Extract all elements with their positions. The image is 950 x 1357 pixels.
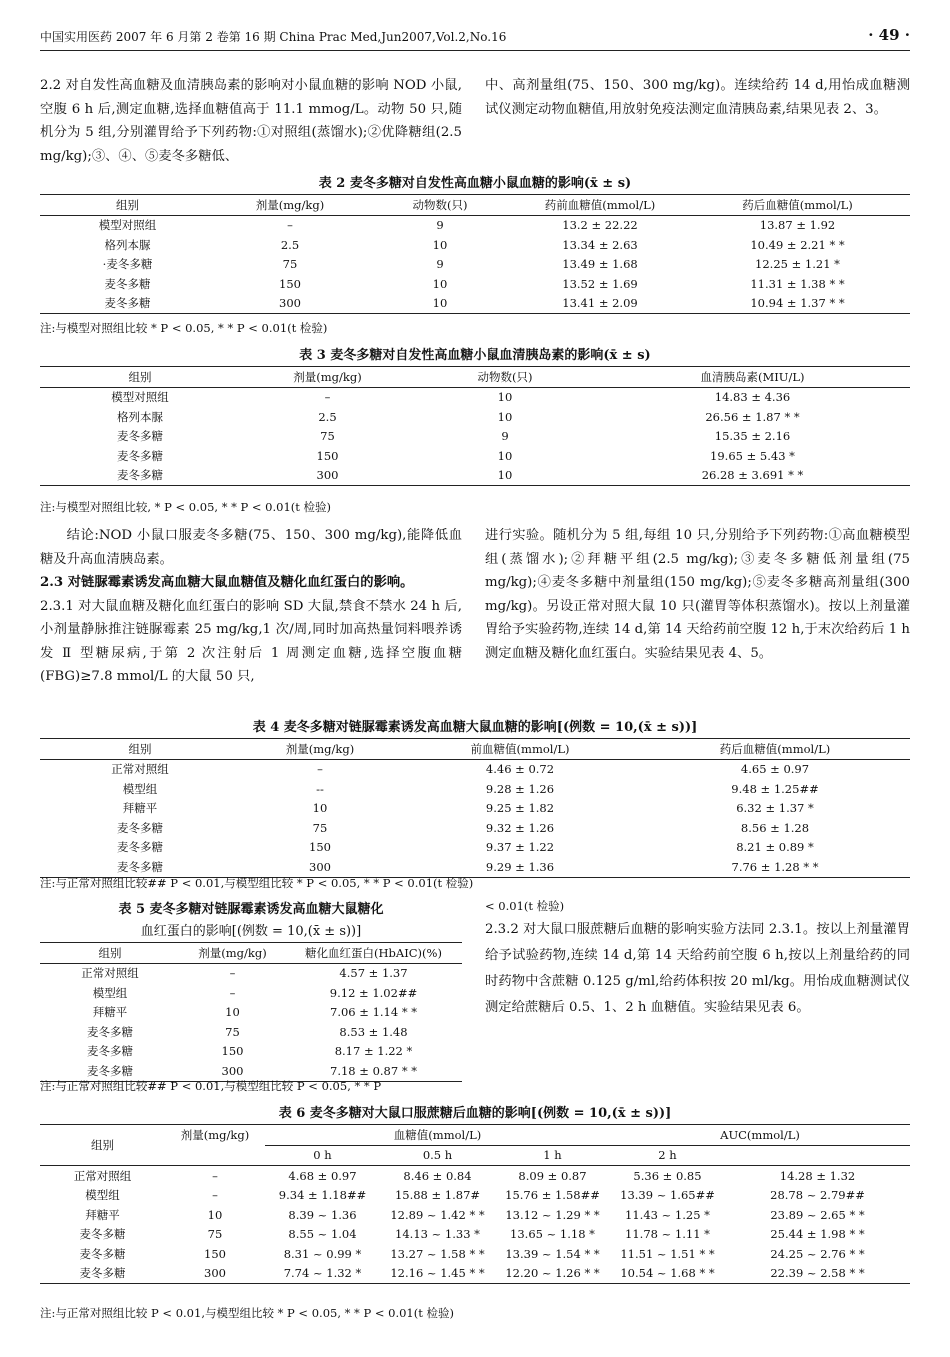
table-cell: 4.46 ± 0.72 [485,762,555,777]
table3-header-group: 组别 [40,367,240,388]
table-cell: 12.20 ~ 1.26 * * [505,1266,600,1281]
table-row [40,235,910,255]
table-cell: 麦冬多糖 [117,859,163,874]
page-number: · 49 · [868,26,910,44]
table-cell: 10 [497,448,513,463]
table-cell: 75 [225,1024,240,1039]
table-cell: 7.06 ± 1.14 * * [330,1005,417,1020]
table-cell: 2.5 [318,409,337,424]
table-cell: 8.55 ~ 1.04 [288,1227,357,1242]
table-cell: 麦冬多糖 [117,840,163,855]
table2-body [40,215,910,314]
table-row [40,255,910,275]
table-cell: 150 [316,448,339,463]
table-row [40,1186,910,1206]
table6-header-auc: AUC(mmol/L) [610,1125,910,1146]
table-cell: 11.78 ~ 1.11 * [625,1227,710,1242]
table6-note: 注:与正常对照组比较 P < 0.01,与模型组比较 * P < 0.05, * * P < 0.01(t 检验) [40,1306,454,1320]
table-cell: 13.52 ± 1.69 [562,276,638,291]
table-row [40,818,910,838]
table-cell: 15.76 ± 1.58## [505,1188,600,1203]
table-cell: 7.76 ± 1.28 * * [731,859,819,874]
table-cell: 75 [207,1227,223,1242]
middle-left-column [40,524,462,689]
journal-citation: 中国实用医药 2007 年 6 月第 2 卷第 16 期 China Prac Med,Jun2007,Vol.2,No.16 [40,30,507,44]
table-cell: 7.74 ~ 1.32 * [283,1266,362,1281]
table-cell: 格列本脲 [117,409,163,424]
table-cell: 9 [436,218,444,233]
table-cell: 正常对照组 [111,762,169,777]
table-cell: 4.57 ± 1.37 [339,966,408,981]
table-cell: 9 [436,257,444,272]
table-cell: 10 [497,468,513,483]
table5-note: 注:与正常对照组比较## P < 0.01,与模型组比较 P < 0.05, * * P [40,1079,382,1093]
table2-header-dose: 剂量(mg/kg) [215,195,365,216]
table-cell: 10 [312,801,328,816]
table-cell: 11.31 ± 1.38 * * [750,276,845,291]
table4-note: 注:与正常对照组比较## P < 0.01,与模型组比较 * P < 0.05, * * P < 0.01(t 检验) [40,876,474,890]
table-cell: 12.89 ~ 1.42 * * [390,1207,485,1222]
table-row [40,387,910,407]
table5-header-group: 组别 [40,943,180,964]
table5-title-line1: 表 5 麦冬多糖对链脲霉素诱发高血糖大鼠糖化 [118,902,384,917]
table-cell: 23.89 ~ 2.65 * * [770,1207,865,1222]
table-row [40,215,910,235]
table3-note: 注:与模型对照组比较, * P < 0.05, * * P < 0.01(t 检验) [40,500,332,514]
table-row [40,1264,910,1284]
table-cell: 14.83 ± 4.36 [714,390,791,405]
table6-header-dose: 剂量(mg/kg) [180,1128,250,1142]
table6-header-0h: 0 h [265,1145,380,1166]
table-row [40,1244,910,1264]
table-cell: 2.5 [280,237,300,252]
table-cell: 麦冬多糖 [104,296,151,311]
table-row [40,779,910,799]
table-cell: 15.35 ± 2.16 [714,429,791,444]
table-cell: 14.13 ~ 1.33 * [395,1227,480,1242]
table-cell: 9.28 ± 1.26 [485,781,555,796]
table-row [40,407,910,427]
table5-header-hbaic: 糖化血红蛋白(HbAIC)(%) [285,943,462,964]
table-cell: 麦冬多糖 [87,1063,133,1078]
table-cell: 10.94 ± 1.37 * * [750,296,845,311]
table6-header-05h: 0.5 h [380,1145,495,1166]
table4-header-dose: 剂量(mg/kg) [240,739,400,760]
table-cell: 拜糖平 [92,1005,128,1020]
table-cell: 12.16 ~ 1.45 * * [390,1266,485,1281]
table6-header-group: 组别 [40,1125,165,1166]
table6-title: 表 6 麦冬多糖对大鼠口服蔗糖后血糖的影响[(例数 = 10,(x̄ ± s))] [278,1106,672,1121]
table-cell: 正常对照组 [73,1168,132,1183]
table2 [40,194,910,314]
table6-header-blank-auc [725,1145,910,1166]
table-cell: 13.39 ~ 1.54 * * [505,1246,600,1261]
table-cell: 300 [221,1063,244,1078]
table-row [40,963,462,983]
table-cell: 10 [432,276,448,291]
table-cell: 13.41 ± 2.09 [562,296,638,311]
table-row [40,294,910,314]
section-2-2-left [40,74,462,168]
table-cell: 9.29 ± 1.36 [485,859,555,874]
table-cell: 26.56 ± 1.87 * * [705,409,800,424]
table-cell: 150 [204,1246,226,1261]
table2-header-count: 动物数(只) [365,195,515,216]
table-cell: -- [316,781,324,796]
table3-body [40,387,910,486]
table-cell: – [324,390,331,405]
table-cell: 150 [309,840,331,855]
table-cell: 9.25 ± 1.82 [485,801,555,816]
table-row [40,838,910,858]
table-cell: 麦冬多糖 [117,429,163,444]
section-2-2-paragraph: 2.2 对自发性高血糖及血清胰岛素的影响对小鼠血糖的影响 NOD 小鼠,空腹 6 h 后,测定血糖,选择血糖值高于 11.1 mmog/L。动物 50 只,随机分为 5 组,分别灌胃给予下列药物:①对照组(蒸馏水);②优降糖组(2.5 mg/kg);③、④、⑤麦冬多糖低、 [40,78,462,164]
section-2-2-continuation: 中、高剂量组(75、150、300 mg/kg)。连续给药 14 d,用怡成血糖测试仪测定动物血糖值,用放射免疫法测定血清胰岛素,结果见表 2、3。 [485,78,910,117]
table-cell: – [229,966,236,981]
table4-header-group: 组别 [40,739,240,760]
table-cell: 19.65 ± 5.43 * [710,448,795,463]
table-cell: 6.32 ± 1.37 * [736,801,814,816]
table3-header-insulin: 血清胰岛素(MIU/L) [595,367,910,388]
table-cell: 9.37 ± 1.22 [485,840,555,855]
table-cell: 300 [204,1266,226,1281]
table-cell: 8.56 ± 1.28 [740,820,810,835]
table-row [40,983,462,1003]
table-cell: 拜糖平 [122,801,158,816]
table-cell: 8.53 ± 1.48 [339,1024,408,1039]
table-cell: 9.34 ± 1.18## [278,1188,367,1203]
table-cell: 13.27 ~ 1.58 * * [390,1246,485,1261]
table6-header-1h: 1 h [495,1145,610,1166]
table-row [40,1205,910,1225]
conclusion-paragraph: 结论:NOD 小鼠口服麦冬多糖(75、150、300 mg/kg),能降低血糖及升高血清胰岛素。 [40,528,462,567]
table-cell: 22.39 ~ 2.58 * * [770,1266,865,1281]
table-cell: 9 [501,429,509,444]
table-row [40,857,910,877]
table-cell: 13.65 ~ 1.18 * [510,1227,595,1242]
section-2-3-1-continuation: 进行实验。随机分为 5 组,每组 10 只,分别给予下列药物:①高血糖模型组(蒸馏水);②拜糖平组(2.5 mg/kg);③麦冬多糖低剂量组(75 mg/kg);④麦冬多糖中剂量组(150 mg/kg);⑤麦冬多糖高剂量组(300 mg/kg)。另设正常对照大鼠 10 只(灌胃等体积蒸馏水)。按以上剂量灌胃给予实验药物,连续 14 d,第 14 天给药前空腹 12 h,于末次给药后 1 h 测定血糖及糖化血红蛋白。实验结果见表 4、5。 [485,528,910,661]
table-cell: 麦冬多糖 [79,1266,126,1281]
table6-header-blank [165,1145,265,1166]
table4 [40,738,910,878]
table-cell: 麦冬多糖 [104,276,151,291]
table-cell: 拜糖平 [85,1207,120,1222]
table-cell: – [287,218,293,233]
table-cell: 麦冬多糖 [79,1246,126,1261]
table-cell: 格列本脲 [104,237,151,252]
table3-title: 表 3 麦冬多糖对自发性高血糖小鼠血清胰岛素的影响(x̄ ± s) [299,348,651,363]
table5-note-continuation: < 0.01(t 检验) [485,899,565,913]
table-cell: 11.43 ~ 1.25 * [625,1207,710,1222]
table-row [40,427,910,447]
section-2-2-right [485,74,910,121]
table-cell: 15.88 ± 1.87# [394,1188,481,1203]
table-cell: 10 [207,1207,223,1222]
table-cell: 正常对照组 [81,966,139,981]
table3 [40,366,910,486]
table-cell: ·麦冬多糖 [102,257,153,272]
table-cell: 300 [316,468,339,483]
table-cell: 8.46 ± 0.84 [403,1168,472,1183]
table-cell: 麦冬多糖 [87,1024,133,1039]
table-cell: 150 [221,1044,244,1059]
middle-right-column [485,524,910,665]
table-row [40,759,910,779]
table-cell: 10.54 ~ 1.68 * * [620,1266,715,1281]
table3-header-count: 动物数(只) [415,367,595,388]
table-cell: 13.12 ~ 1.29 * * [505,1207,600,1222]
table-cell: 300 [279,296,301,311]
table6-header-bloodglucose: 血糖值(mmol/L) [265,1125,610,1146]
table-cell: 10 [432,296,448,311]
table-row [40,1003,462,1023]
table-cell: 11.51 ~ 1.51 * * [620,1246,715,1261]
table-row [40,1022,462,1042]
table-cell: 75 [282,257,298,272]
table3-header-dose: 剂量(mg/kg) [240,367,415,388]
table-row [40,466,910,486]
table-row [40,1042,462,1062]
table5-header-dose: 剂量(mg/kg) [180,943,285,964]
table2-header-post: 药后血糖值(mmol/L) [685,195,910,216]
table2-header-pre: 药前血糖值(mmol/L) [515,195,685,216]
table6 [40,1124,910,1284]
table-cell: 24.25 ~ 2.76 * * [770,1246,865,1261]
table4-header-pre: 前血糖值(mmol/L) [400,739,640,760]
table5-title-line2: 血红蛋白的影响[(例数 = 10,(x̄ ± s))] [140,924,362,939]
table-cell: 8.09 ± 0.87 [518,1168,587,1183]
table-cell: 模型组 [92,985,128,1000]
table-cell: 12.25 ± 1.21 * [755,257,840,272]
section-2-3-heading: 2.3 对链脲霉素诱发高血糖大鼠血糖值及糖化血红蛋白的影响。 [40,575,414,590]
table-cell: 150 [279,276,301,291]
table-cell: 7.18 ± 0.87 * * [330,1063,417,1078]
table6-header-2h: 2 h [610,1145,725,1166]
table-cell: 麦冬多糖 [79,1227,126,1242]
section-2-3-2-block [485,917,910,1021]
table-cell: 8.17 ± 1.22 * [334,1044,413,1059]
table-cell: 麦冬多糖 [117,820,163,835]
table-cell: 模型组 [85,1188,120,1203]
table-row [40,799,910,819]
table-cell: 75 [320,429,335,444]
table-cell: 10 [497,409,513,424]
table-cell: 14.28 ± 1.32 [779,1168,856,1183]
table-cell: 10 [432,237,448,252]
table-row [40,446,910,466]
table5 [40,942,462,1082]
table4-header-post: 药后血糖值(mmol/L) [640,739,910,760]
table-cell: 5.36 ± 0.85 [633,1168,702,1183]
table-cell: 10 [497,390,513,405]
table-cell: 13.49 ± 1.68 [562,257,638,272]
table4-body [40,759,910,877]
table-cell: 麦冬多糖 [117,468,163,483]
section-2-3-1-paragraph: 2.3.1 对大鼠血糖及糖化血红蛋白的影响 SD 大鼠,禁食不禁水 24 h 后,小剂量静脉推注链脲霉素 25 mg/kg,1 次/周,同时加高热量饲料喂养诱发 Ⅱ 型糖尿病,于第 2 次注射后 1 周测定血糖,选择空腹血糖(FBG)≥7.8 mmol/L 的大鼠 50 只, [40,598,462,684]
running-header [40,28,910,50]
table-row [40,274,910,294]
table-cell: 10.49 ± 2.21 * * [750,237,845,252]
table2-title: 表 2 麦冬多糖对自发性高血糖小鼠血糖的影响(x̄ ± s) [318,176,632,191]
table-cell: 10 [225,1005,240,1020]
table2-header-group: 组别 [40,195,215,216]
table-cell: – [212,1168,218,1183]
table-cell: 13.2 ± 22.22 [562,218,638,233]
table-cell: 9.32 ± 1.26 [485,820,555,835]
table-cell: 8.39 ~ 1.36 [288,1207,357,1222]
table-cell: 麦冬多糖 [117,448,163,463]
table-cell: 75 [312,820,328,835]
table-cell: 300 [309,859,331,874]
table-cell: 13.87 ± 1.92 [759,218,836,233]
table-cell: 28.78 ~ 2.79## [770,1188,865,1203]
table-cell: 9.48 ± 1.25## [731,781,819,796]
table4-title: 表 4 麦冬多糖对链脲霉素诱发高血糖大鼠血糖的影响[(例数 = 10,(x̄ ± s))] [252,720,698,735]
table-cell: – [212,1188,218,1203]
table6-body [40,1166,910,1284]
table2-note: 注:与模型对照组比较 * P < 0.05, * * P < 0.01(t 检验) [40,321,328,335]
table-cell: 4.65 ± 0.97 [740,762,810,777]
table5-body [40,963,462,1081]
table-cell: – [229,985,236,1000]
table-cell: – [317,762,323,777]
table-cell: 8.21 ± 0.89 * [736,840,814,855]
table-row [40,1166,910,1186]
table-cell: 25.44 ± 1.98 * * [770,1227,865,1242]
header-rule [40,50,910,51]
section-2-3-2-paragraph: 2.3.2 对大鼠口服蔗糖后血糖的影响实验方法同 2.3.1。按以上剂量灌胃给予试验药物,连续 14 d,第 14 天给药前空腹 6 h,按以上剂量给药的同时药物中含蔗糖 0.125 g/ml,给药体积按 20 ml/kg。用怡成血糖测试仪测定给蔗糖后 0.5、1、2 h 血糖值。实验结果见表 6。 [485,922,910,1015]
table-cell: 模型对照组 [98,218,157,233]
table-cell: 13.39 ~ 1.65## [620,1188,715,1203]
table-cell: 模型对照组 [111,390,169,405]
table-cell: 13.34 ± 2.63 [562,237,638,252]
table-row [40,1225,910,1245]
table-cell: 4.68 ± 0.97 [288,1168,357,1183]
table-cell: 麦冬多糖 [87,1044,133,1059]
table-cell: 8.31 ~ 0.99 * [283,1246,362,1261]
table-cell: 26.28 ± 3.691 * * [701,468,804,483]
table-cell: 9.12 ± 1.02## [329,985,418,1000]
table-cell: 模型组 [122,781,158,796]
